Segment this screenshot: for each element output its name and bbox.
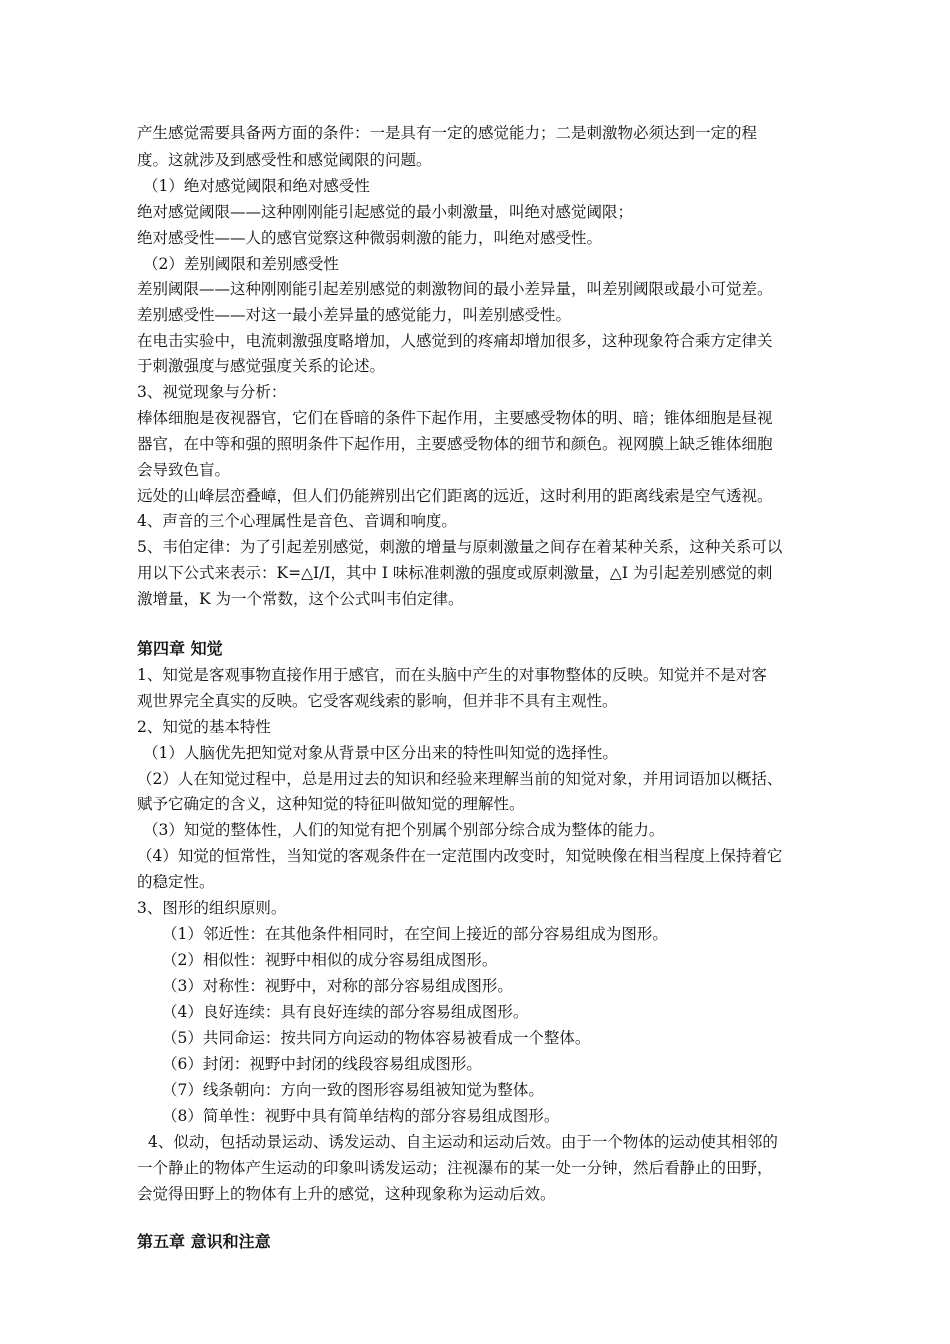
paragraph-line: 4、似动，包括动景运动、诱发运动、自主运动和运动后效。由于一个物体的运动使其相邻的 xyxy=(148,1133,778,1151)
list-item: （8）简单性：视野中具有简单结构的部分容易组成图形。 xyxy=(162,1107,560,1125)
paragraph-line: 用以下公式来表示：K=△I/I，其中 I 味标准刺激的强度或原刺激量，△I 为引起差别感觉的刺 xyxy=(137,564,773,582)
paragraph-line: 于刺激强度与感觉强度关系的论述。 xyxy=(137,357,386,375)
paragraph-line: （4）知觉的恒常性，当知觉的客观条件在一定范围内改变时，知觉映像在相当程度上保持着它 xyxy=(137,847,783,865)
chapter-heading: 第五章 意识和注意 xyxy=(137,1232,271,1251)
paragraph-line: 3、图形的组织原则。 xyxy=(137,899,287,917)
paragraph-line: （1）人脑优先把知觉对象从背景中区分出来的特性叫知觉的选择性。 xyxy=(143,744,618,762)
paragraph-line: 5、韦伯定律：为了引起差别感觉，刺激的增量与原刺激量之间存在着某种关系，这种关系可以 xyxy=(137,538,783,556)
list-item: （3）对称性：视野中，对称的部分容易组成图形。 xyxy=(162,977,513,995)
paragraph-line: 1、知觉是客观事物直接作用于感官，而在头脑中产生的对事物整体的反映。知觉并不是对客 xyxy=(137,666,767,684)
paragraph-line: 一个静止的物体产生运动的印象叫诱发运动；注视瀑布的某一处一分钟，然后看静止的田野， xyxy=(137,1159,773,1177)
subheading: （2）差别阈限和差别感受性 xyxy=(143,255,339,273)
list-item: （7）线条朝向：方向一致的图形容易组被知觉为整体。 xyxy=(162,1081,544,1099)
list-item: （4）良好连续：具有良好连续的部分容易组成图形。 xyxy=(162,1003,529,1021)
paragraph-line: 3、视觉现象与分析： xyxy=(137,383,287,401)
list-item: （6）封闭：视野中封闭的线段容易组成图形。 xyxy=(162,1055,482,1073)
paragraph-line: 度。这就涉及到感受性和感觉阈限的问题。 xyxy=(137,151,432,169)
paragraph-line: 赋予它确定的含义，这种知觉的特征叫做知觉的理解性。 xyxy=(137,795,525,813)
list-item: （1）邻近性：在其他条件相同时，在空间上接近的部分容易组成为图形。 xyxy=(162,925,668,943)
paragraph-line: 差别感受性——对这一最小差异量的感觉能力，叫差别感受性。 xyxy=(137,306,572,324)
list-item: （5）共同命运：按共同方向运动的物体容易被看成一个整体。 xyxy=(162,1029,591,1047)
chapter-heading: 第四章 知觉 xyxy=(137,639,223,658)
paragraph-line: 在电击实验中，电流刺激强度略增加，人感觉到的疼痛却增加很多，这种现象符合乘方定律关 xyxy=(137,332,773,350)
paragraph-line: 观世界完全真实的反映。它受客观线索的影响，但并非不具有主观性。 xyxy=(137,692,618,710)
paragraph-line: 绝对感觉阈限——这种刚刚能引起感觉的最小刺激量，叫绝对感觉阈限； xyxy=(137,203,634,221)
paragraph-line: 产生感觉需要具备两方面的条件：一是具有一定的感觉能力；二是刺激物必须达到一定的程 xyxy=(137,124,758,142)
list-item: （2）相似性：视野中相似的成分容易组成图形。 xyxy=(162,951,498,969)
paragraph-line: 4、声音的三个心理属性是音色、音调和响度。 xyxy=(137,512,457,530)
paragraph-line: 会觉得田野上的物体有上升的感觉，这种现象称为运动后效。 xyxy=(137,1185,556,1203)
paragraph-line: 远处的山峰层峦叠嶂，但人们仍能辨别出它们距离的远近，这时利用的距离线索是空气透视。 xyxy=(137,487,773,505)
paragraph-line: 差别阈限——这种刚刚能引起差别感觉的刺激物间的最小差异量，叫差别阈限或最小可觉差。 xyxy=(137,280,773,298)
paragraph-line: 绝对感受性——人的感官觉察这种微弱刺激的能力，叫绝对感受性。 xyxy=(137,229,603,247)
paragraph-line: 2、知觉的基本特性 xyxy=(137,718,271,736)
paragraph-line: （2）人在知觉过程中，总是用过去的知识和经验来理解当前的知觉对象，并用词语加以概括、 xyxy=(137,770,783,788)
paragraph-line: 激增量，K 为一个常数，这个公式叫韦伯定律。 xyxy=(137,590,464,608)
paragraph-line: 棒体细胞是夜视器官，它们在昏暗的条件下起作用，主要感受物体的明、暗；锥体细胞是昼视 xyxy=(137,409,773,427)
paragraph-line: （3）知觉的整体性，人们的知觉有把个别属个别部分综合成为整体的能力。 xyxy=(143,821,665,839)
paragraph-line: 器官，在中等和强的照明条件下起作用，主要感受物体的细节和颜色。视网膜上缺乏锥体细胞 xyxy=(137,435,773,453)
paragraph-line: 会导致色盲。 xyxy=(137,461,231,479)
paragraph-line: 的稳定性。 xyxy=(137,873,215,891)
subheading: （1）绝对感觉阈限和绝对感受性 xyxy=(143,177,370,195)
